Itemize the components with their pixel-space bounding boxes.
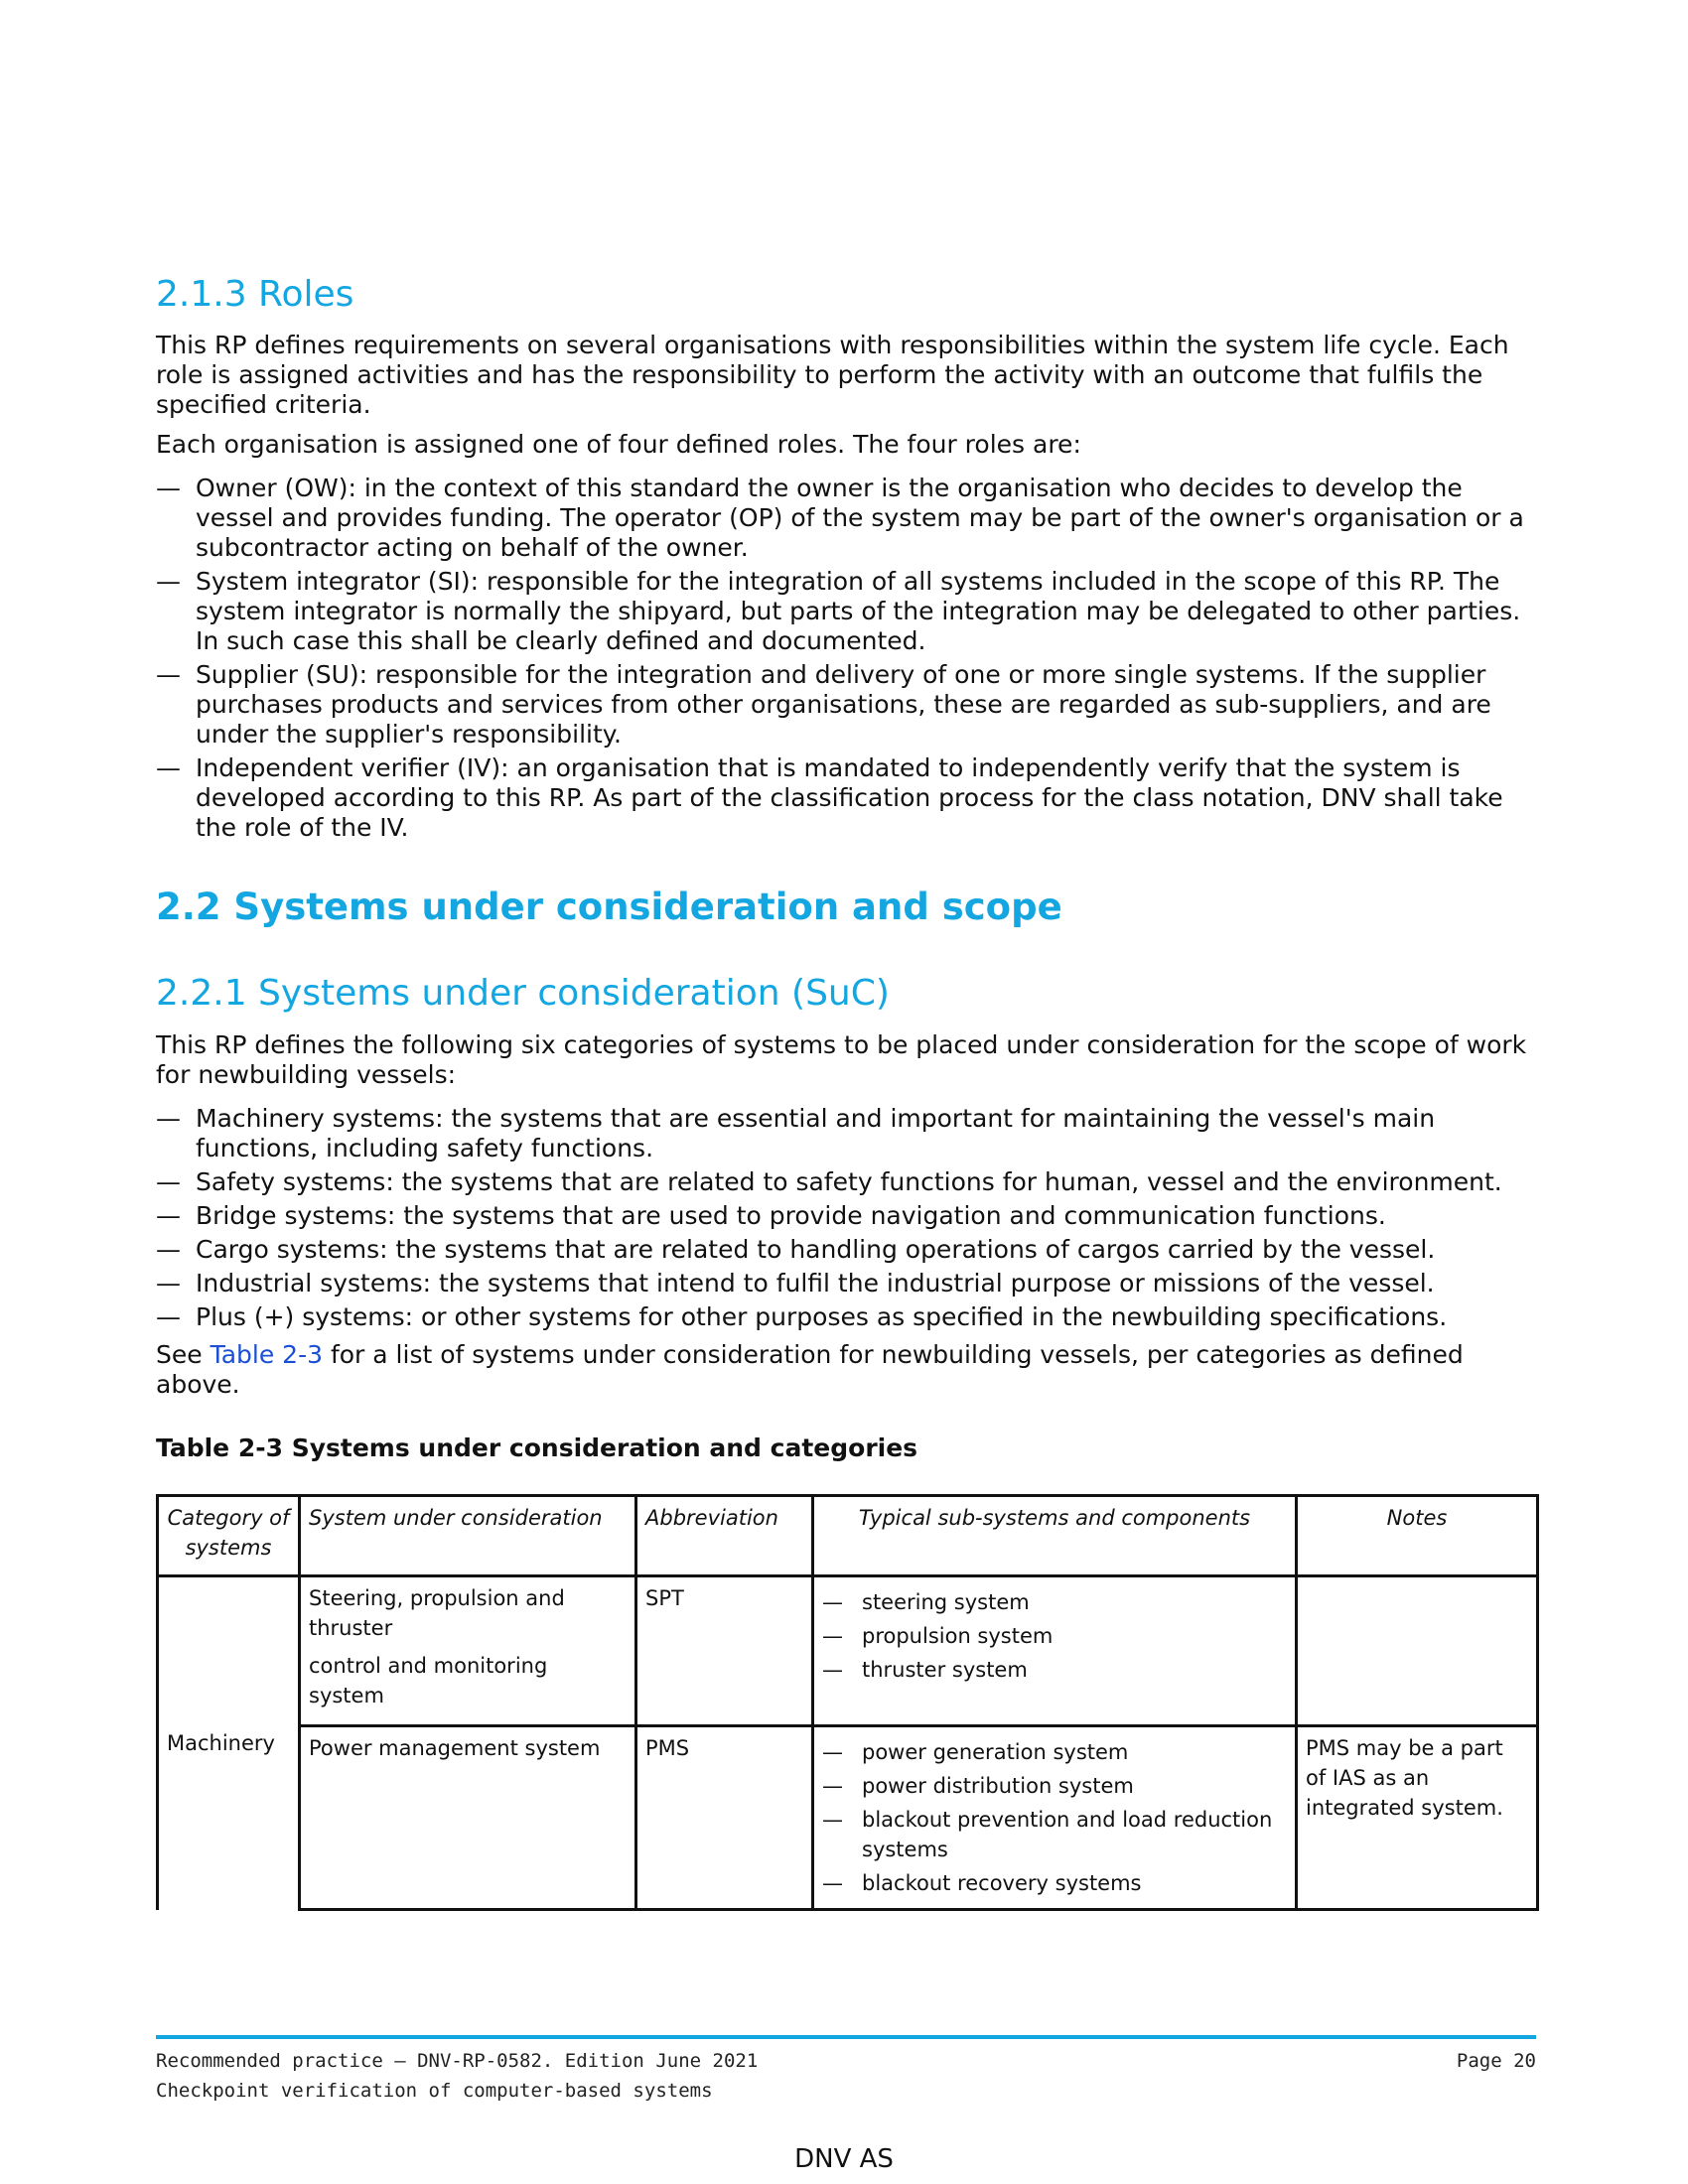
table-2-3-link[interactable]: Table 2-3	[210, 1340, 324, 1369]
footer-rule	[156, 2035, 1536, 2039]
table-row	[158, 1726, 1538, 1910]
list-item: — blackout prevention and load reduction systems	[822, 1805, 1287, 1864]
see-table-paragraph	[156, 1340, 1536, 1400]
suc-intro-paragraph: This RP defines the following six categories of systems to be placed under consideration for the scope of work for newbuilding vessels:	[156, 1030, 1527, 1089]
system-cell: Power management system	[300, 1726, 636, 1910]
table-header-row	[158, 1496, 1538, 1576]
list-item: — Machinery systems: the systems that are essential and important for maintaining the vessel's main functions, including safety functions.	[156, 1104, 1536, 1163]
categories-list	[156, 1104, 1536, 1336]
systems-table	[156, 1494, 1539, 1911]
header-category: Category of systems	[158, 1496, 300, 1576]
list-item: — propulsion system	[822, 1621, 1287, 1651]
list-item: — Safety systems: the systems that are related to safety functions for human, vessel and the environment.	[156, 1167, 1536, 1197]
see-suffix: for a list of systems under consideration for newbuilding vessels, per categories as defined above.	[156, 1340, 1464, 1399]
list-item: — Supplier (SU): responsible for the integration and delivery of one or more single systems. If the supplier purchases products and services from other organisations, these are regarded as sub-suppliers, and are under the supplier's responsibility.	[156, 660, 1536, 750]
abbreviation-cell: SPT	[636, 1576, 813, 1726]
footer-doc-subtitle: Checkpoint verification of computer-based systems	[156, 2080, 713, 2102]
list-item: — Industrial systems: the systems that intend to fulfil the industrial purpose or missions of the vessel.	[156, 1269, 1536, 1298]
system-name-part: control and monitoring system	[309, 1654, 548, 1707]
list-item: — Independent verifier (IV): an organisation that is mandated to independently verify that the system is developed according to this RP. As part of the classification process for the class notation, DNV shall take the role of the IV.	[156, 753, 1536, 843]
header-notes: Notes	[1297, 1496, 1538, 1576]
footer-company: DNV AS	[794, 2144, 894, 2174]
list-item: — System integrator (SI): responsible for the integration of all systems included in the scope of this RP. The system integrator is normally the shipyard, but parts of the integration may be delegated to other parties. In such case this shall be clearly defined and documented.	[156, 567, 1536, 656]
footer-page-number: Page 20	[1456, 2050, 1536, 2072]
table-row	[158, 1576, 1538, 1726]
roles-list	[156, 474, 1536, 847]
subsystems-cell	[813, 1726, 1297, 1910]
category-cell: Machinery	[158, 1576, 300, 1910]
header-subsystems: Typical sub-systems and components	[813, 1496, 1297, 1576]
section-2-2-1-heading: 2.2.1 Systems under consideration (SuC)	[156, 973, 890, 1014]
notes-cell	[1297, 1576, 1538, 1726]
system-cell	[300, 1576, 636, 1726]
table-caption: Table 2-3 Systems under consideration and categories	[156, 1433, 918, 1462]
see-prefix: See	[156, 1340, 211, 1369]
list-item: — blackout recovery systems	[822, 1868, 1287, 1898]
abbreviation-cell: PMS	[636, 1726, 813, 1910]
footer-doc-title: Recommended practice — DNV-RP-0582. Edition June 2021	[156, 2050, 759, 2072]
list-item: — Owner (OW): in the context of this standard the owner is the organisation who decides to develop the vessel and provides funding. The operator (OP) of the system may be part of the owner's organisation or a subcontractor acting on behalf of the owner.	[156, 474, 1536, 563]
list-item: — power generation system	[822, 1737, 1287, 1767]
list-item: — Bridge systems: the systems that are used to provide navigation and communication functions.	[156, 1201, 1536, 1231]
system-name-part: Steering, propulsion and thruster	[309, 1586, 565, 1640]
subsystems-cell	[813, 1576, 1297, 1726]
notes-cell: PMS may be a part of IAS as an integrated system.	[1297, 1726, 1538, 1910]
roles-count-paragraph: Each organisation is assigned one of four defined roles. The four roles are:	[156, 430, 1081, 459]
list-item: — steering system	[822, 1587, 1287, 1617]
roles-intro-paragraph: This RP defines requirements on several organisations with responsibilities within the system life cycle. Each role is assigned activities and has the responsibility to perform the activity with an outcome that fulfils the specified criteria.	[156, 331, 1509, 419]
header-system: System under consideration	[300, 1496, 636, 1576]
list-item: — Plus (+) systems: or other systems for other purposes as specified in the newbuilding specifications.	[156, 1302, 1536, 1332]
list-item: — power distribution system	[822, 1771, 1287, 1801]
header-abbreviation: Abbreviation	[636, 1496, 813, 1576]
list-item: — thruster system	[822, 1655, 1287, 1685]
list-item: — Cargo systems: the systems that are related to handling operations of cargos carried by the vessel.	[156, 1235, 1536, 1265]
section-2-1-3-heading: 2.1.3 Roles	[156, 274, 354, 315]
section-2-2-heading: 2.2 Systems under consideration and scope	[156, 886, 1062, 928]
